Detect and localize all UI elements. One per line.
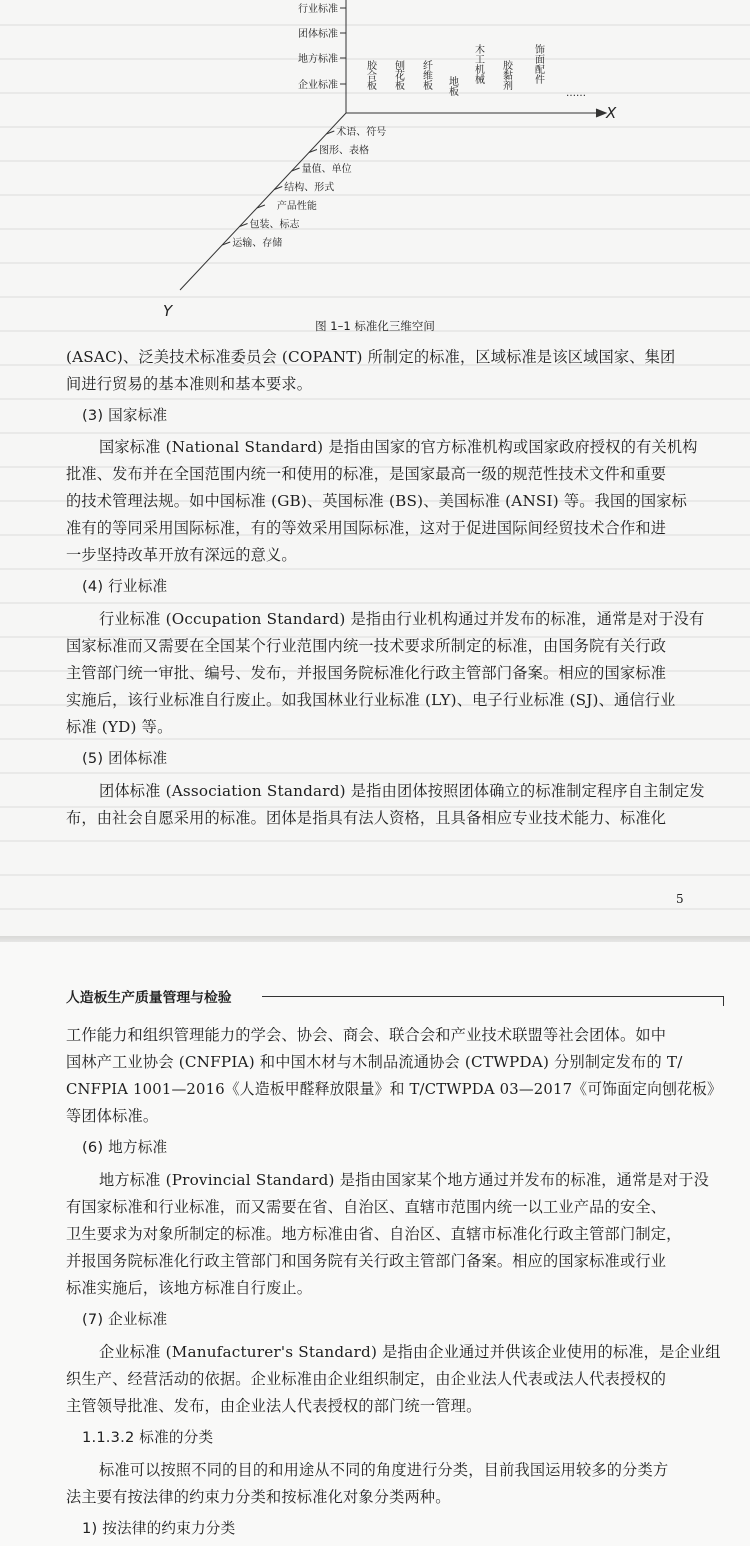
x-axis-label: X (606, 104, 617, 122)
standard-level-label: 团体标准 (298, 29, 338, 40)
product-label: 胶合板 (364, 60, 376, 90)
x-axis-arrow (596, 109, 606, 117)
body-text-line: 标准可以按照不同的目的和用途从不同的角度进行分类，目前我国运用较多的分类方 (99, 1461, 669, 1479)
aspect-label: 结构、形式 (284, 182, 335, 194)
aspect-label: 量值、单位 (301, 164, 352, 175)
section-heading: (3) 国家标准 (82, 407, 168, 424)
standard-level-label: 行业标准 (298, 4, 338, 15)
figure-caption: 图 1–1 标准化三维空间 (315, 319, 435, 333)
body-text-line: 布，由社会自愿采用的标准。团体是指具有法人资格，且具备相应专业技术能力、标准化 (66, 809, 667, 827)
section-heading: (6) 地方标准 (82, 1139, 168, 1156)
body-text-line: 实施后，该行业标准自行废止。如我国林业行业标准 (LY)、电子行业标准 (SJ)、通信行业 (66, 691, 676, 709)
running-head-tick (723, 996, 724, 1006)
aspect-label: 包装、标志 (249, 219, 300, 231)
standard-level-label: 企业标准 (298, 80, 338, 91)
section-heading: (5) 团体标准 (82, 750, 168, 767)
section-heading: (7) 企业标准 (82, 1311, 168, 1328)
body-text-line: (ASAC)、泛美技术标准委员会 (COPANT) 所制定的标准，区域标准是该区域国家、集团 (66, 348, 676, 366)
body-text-line: 织生产、经营活动的依据。企业标准由企业组织制定，由企业法人代表或法人代表授权的 (66, 1370, 667, 1388)
body-text-line: CNFPIA 1001—2016《人造板甲醛释放限量》和 T/CTWPDA 03—2017《可饰面定向刨花板》 (66, 1080, 723, 1098)
aspect-label: 产品性能 (276, 201, 317, 212)
body-text-line: 企业标准 (Manufacturer's Standard) 是指由企业通过并供该企业使用的标准，是企业组 (99, 1343, 721, 1361)
body-text-line: 行业标准 (Occupation Standard) 是指由行业机构通过并发布的标准，通常是对于没有 (99, 610, 705, 628)
y-axis-line (180, 113, 346, 290)
section-heading: 1) 按法律的约束力分类 (82, 1520, 236, 1537)
body-text-line: 卫生要求为对象所制定的标准。地方标准由省、自治区、直辖市标准化行政主管部门制定， (66, 1225, 682, 1243)
body-text-line: 主管部门统一审批、编号、发布，并报国务院标准化行政主管部门备案。相应的国家标准 (66, 664, 667, 682)
body-text-line: 地方标准 (Provincial Standard) 是指由国家某个地方通过并发布的标准，通常是对于没 (99, 1171, 710, 1189)
aspect-label: 术语、符号 (336, 127, 387, 138)
product-label: 胶黏剂 (500, 60, 512, 90)
body-text-line: 等团体标准。 (66, 1107, 159, 1125)
product-label: 刨花板 (392, 60, 404, 90)
body-text-line: 国家标准 (National Standard) 是指由国家的官方标准机构或国家政府授权的有关机构 (99, 438, 698, 456)
body-text-line: 一步坚持改革开放有深远的意义。 (66, 546, 297, 564)
product-label: 地板 (446, 76, 458, 96)
section-heading: (4) 行业标准 (82, 578, 168, 595)
aspect-label: 图形、表格 (318, 145, 369, 157)
product-label: 纤维板 (420, 60, 432, 90)
product-label: 木工机械 (472, 44, 484, 84)
standardization-3d-space-figure (0, 0, 750, 320)
body-text-line: 团体标准 (Association Standard) 是指由团体按照团体确立的标准制定程序自主制定发 (99, 782, 705, 800)
standard-level-label: 地方标准 (298, 54, 338, 65)
body-text-line: 的技术管理法规。如中国标准 (GB)、英国标准 (BS)、美国标准 (ANSI) 等。我国的国家标 (66, 492, 687, 510)
body-text-line: 标准实施后，该地方标准自行废止。 (66, 1279, 313, 1297)
running-head: 人造板生产质量管理与检验 (66, 990, 232, 1006)
body-text-line: 法主要有按法律的约束力分类和按标准化对象分类两种。 (66, 1488, 451, 1506)
page-number: 5 (676, 892, 684, 906)
body-text-line: 间进行贸易的基本准则和基本要求。 (66, 375, 313, 393)
body-text-line: 国家标准而又需要在全国某个行业范围内统一技术要求所制定的标准，由国务院有关行政 (66, 637, 667, 655)
y-axis-label: Y (163, 302, 173, 320)
x-axis-ellipsis: …… (566, 88, 586, 99)
body-text-line: 批准、发布并在全国范围内统一和使用的标准，是国家最高一级的规范性技术文件和重要 (66, 465, 667, 483)
body-text-line: 工作能力和组织管理能力的学会、协会、商会、联合会和产业技术联盟等社会团体。如中 (66, 1026, 667, 1044)
body-text-line: 主管领导批准、发布，由企业法人代表授权的部门统一管理。 (66, 1397, 482, 1415)
section-heading: 1.1.3.2 标准的分类 (82, 1429, 214, 1446)
aspect-label: 运输、存储 (232, 238, 283, 249)
body-text-line: 标准 (YD) 等。 (66, 718, 173, 736)
body-text-line: 并报国务院标准化行政主管部门和国务院有关行政主管部门备案。相应的国家标准或行业 (66, 1252, 667, 1270)
running-head-rule (262, 996, 724, 997)
body-text-line: 有国家标准和行业标准，而又需要在省、自治区、直辖市范围内统一以工业产品的安全、 (66, 1198, 667, 1216)
body-text-line: 准有的等同采用国际标准，有的等效采用国际标准，这对于促进国际间经贸技术合作和进 (66, 519, 667, 537)
body-text-line: 国林产工业协会 (CNFPIA) 和中国木材与木制品流通协会 (CTWPDA) 分别制定发布的 T/ (66, 1053, 683, 1071)
product-label: 饰面配件 (532, 44, 544, 84)
